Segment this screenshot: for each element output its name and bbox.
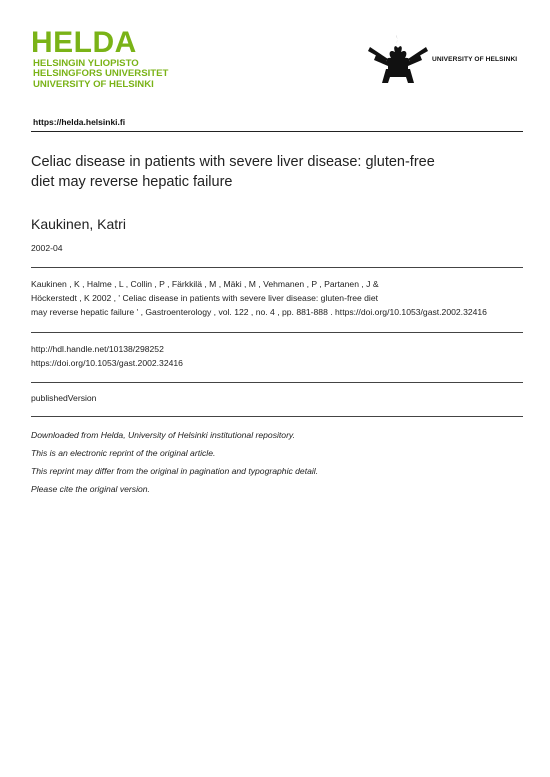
university-name: UNIVERSITY OF HELSINKI: [432, 56, 518, 63]
subtitle-line-3: UNIVERSITY OF HELSINKI: [33, 78, 154, 90]
helda-url-link[interactable]: https://helda.helsinki.fi: [33, 117, 126, 127]
note-line: This reprint may differ from the original in pagination and typographic detail.: [31, 466, 319, 476]
university-flame-logo-icon: [368, 33, 428, 85]
title-line-1: Celiac disease in patients with severe liver disease: gluten-free: [31, 154, 435, 170]
divider: [31, 382, 523, 383]
publication-date: 2002-04: [31, 243, 63, 253]
divider: [31, 131, 523, 132]
note-line: Downloaded from Helda, University of Helsinki institutional repository.: [31, 430, 295, 440]
record-links: [31, 342, 183, 370]
article-title: [31, 152, 521, 192]
divider: [31, 416, 523, 417]
citation: [31, 277, 550, 319]
helda-subtitle: [33, 59, 168, 90]
citation-line-3: may reverse hepatic failure ' , Gastroenterology , vol. 122 , no. 4 , pp. 881-888 . https://doi.org/10.1053/gast.2002.32416: [31, 307, 487, 317]
citation-line-2: Höckerstedt , K 2002 , ' Celiac disease in patients with severe liver disease: gluten-free diet: [31, 293, 379, 303]
doi-link[interactable]: https://doi.org/10.1053/gast.2002.32416: [31, 358, 183, 368]
note-line: This is an electronic reprint of the original article.: [31, 448, 216, 458]
subtitle-line-2: HELSINGFORS UNIVERSITET: [33, 68, 169, 80]
helda-logo: HELDA: [31, 26, 137, 59]
repository-notes: [31, 426, 318, 498]
version-label: publishedVersion: [31, 393, 97, 403]
subtitle-line-1: HELSINGIN YLIOPISTO: [33, 58, 139, 69]
divider: [31, 332, 523, 333]
author: Kaukinen, Katri: [31, 216, 126, 232]
divider: [31, 267, 523, 268]
citation-line-1: Kaukinen , K , Halme , L , Collin , P , Färkkilä , M , Mäki , M , Vehmanen , P , Partanen , J &: [31, 279, 379, 289]
note-line: Please cite the original version.: [31, 484, 150, 494]
title-line-2: diet may reverse hepatic failure: [31, 174, 233, 190]
handle-link[interactable]: http://hdl.handle.net/10138/298252: [31, 344, 164, 354]
